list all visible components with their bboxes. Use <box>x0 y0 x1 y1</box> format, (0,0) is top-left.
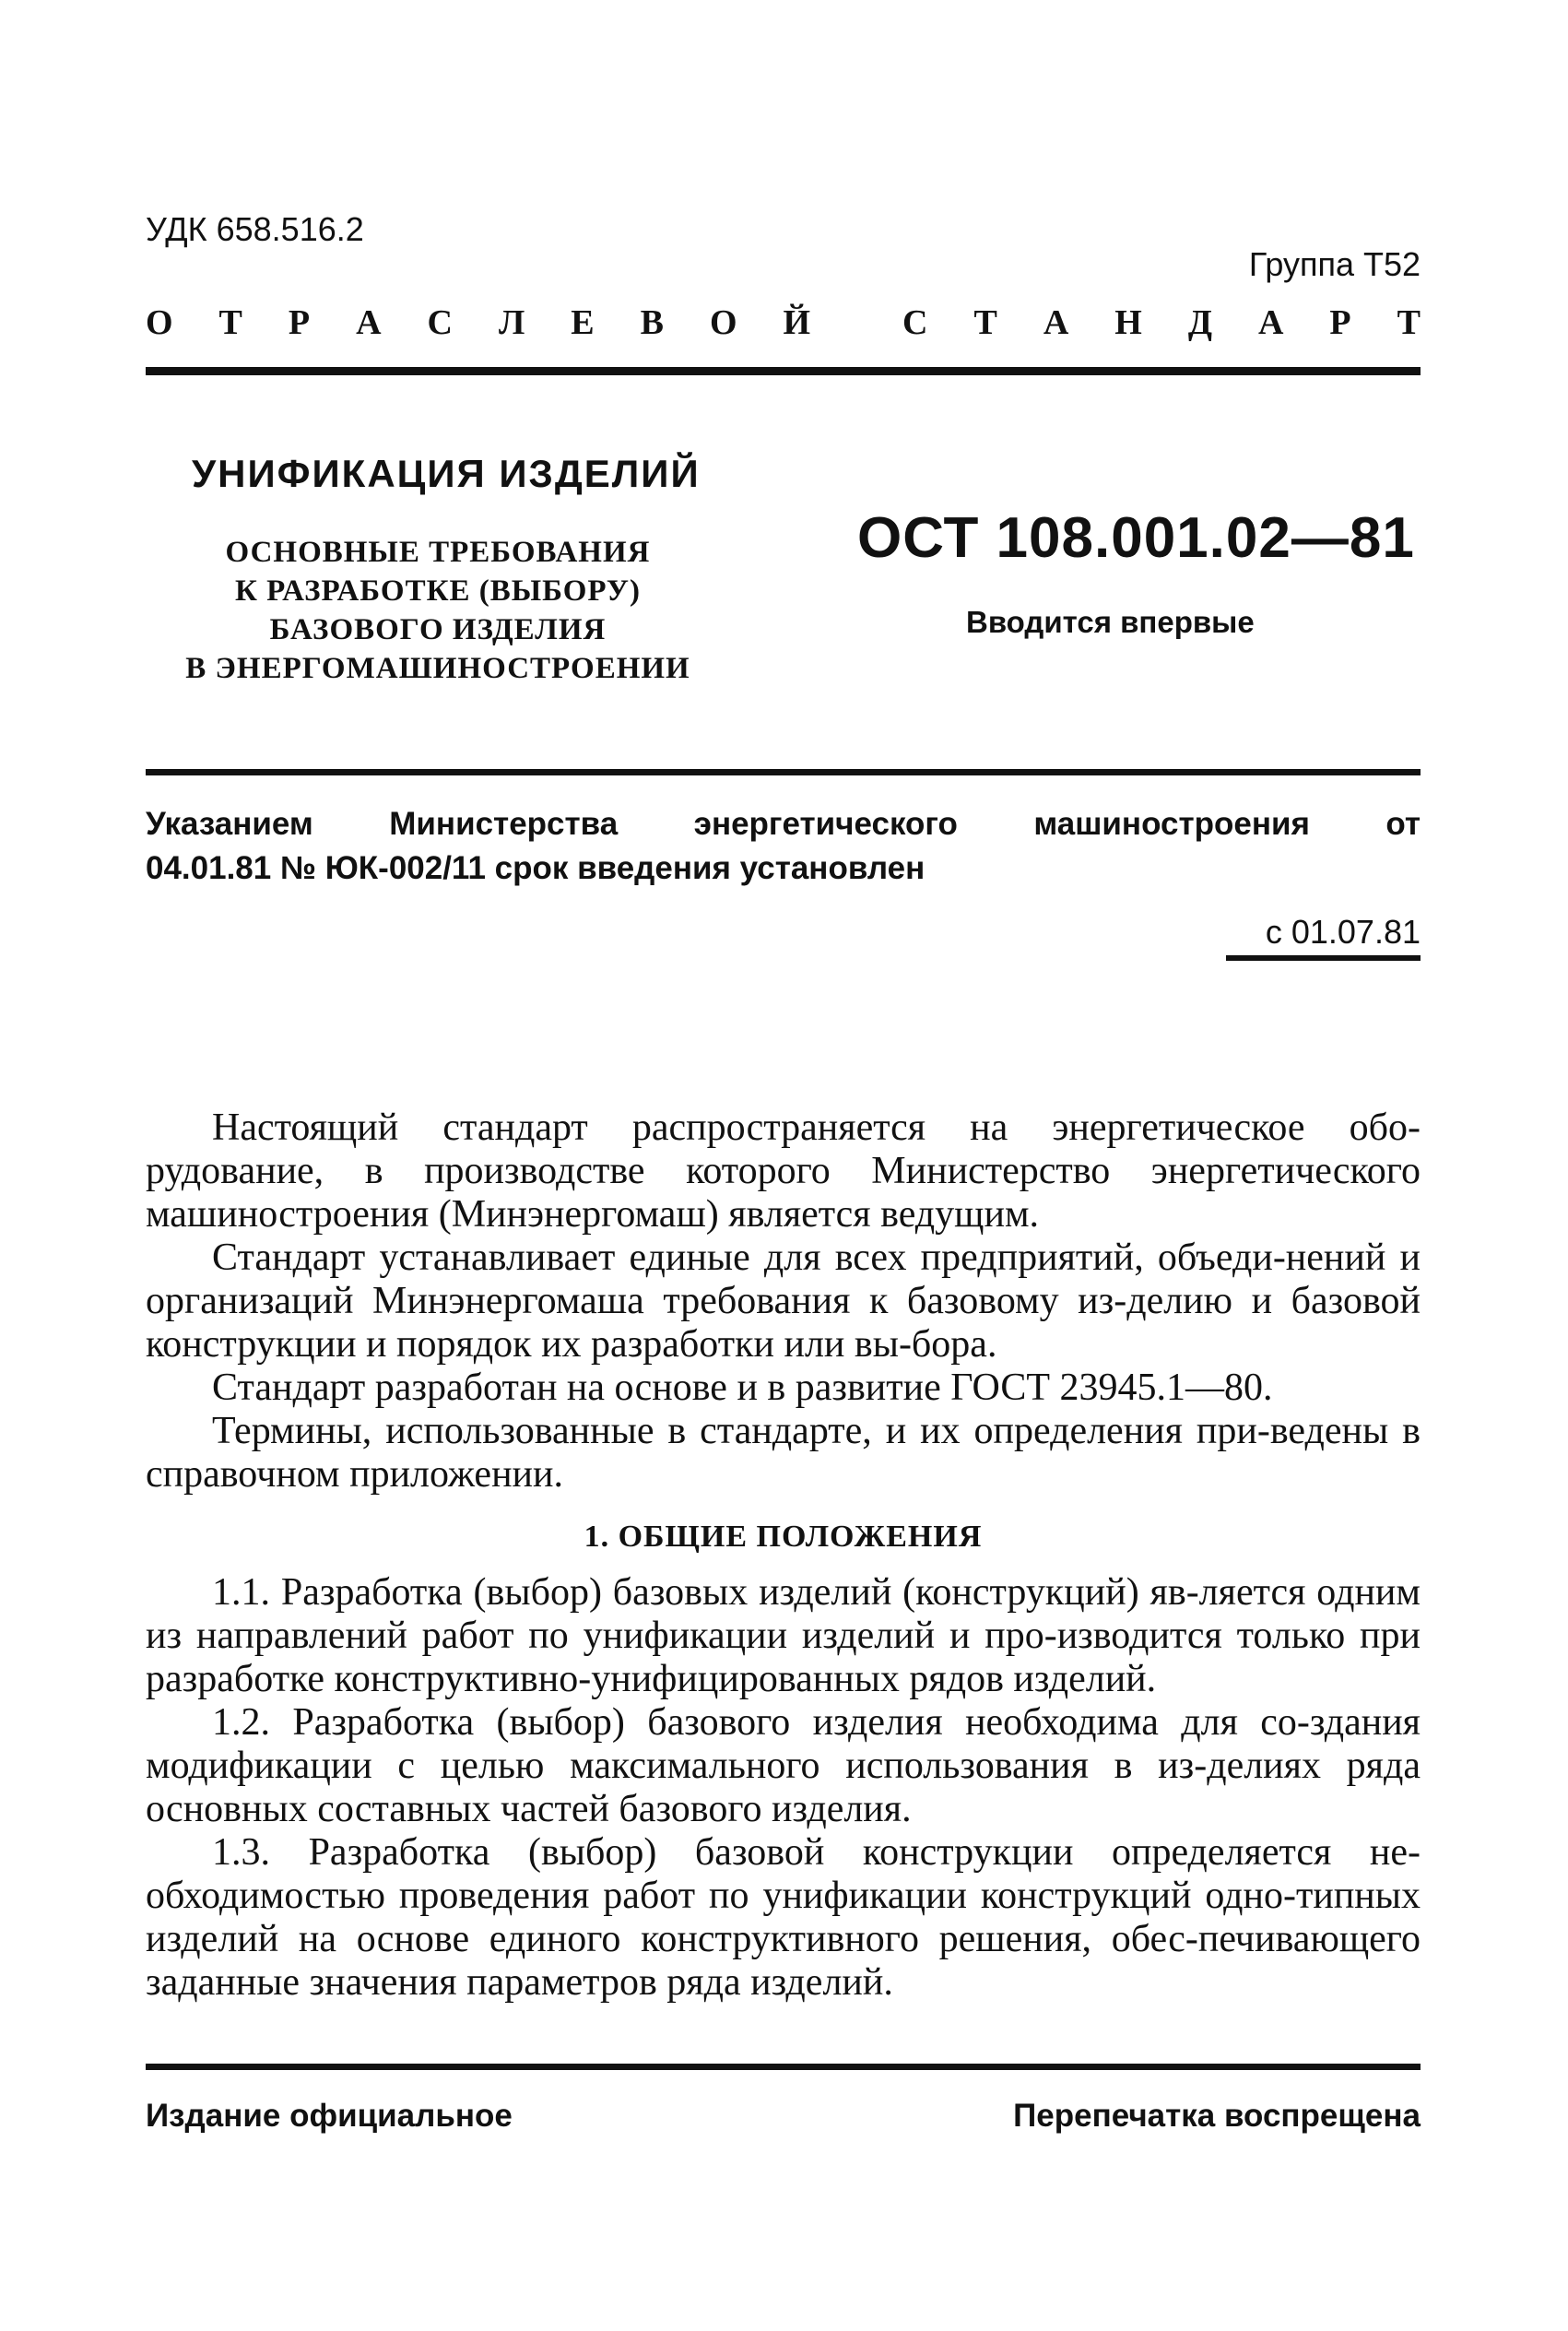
standard-body <box>146 1106 1421 2005</box>
document-subtitle <box>138 533 737 688</box>
clause-paragraph: 1.1. Разработка (выбор) базовых изделий (конструкций) яв-ляется одним из направлений работ по унификации изделий и про-изводится только при разработке конструктивно-унифицированных рядов изделий. <box>146 1571 1421 1700</box>
subtitle-line: К РАЗРАБОТКЕ (ВЫБОРУ) <box>235 574 641 608</box>
directive-text <box>146 802 1421 891</box>
banner-letter: А <box>1043 303 1069 342</box>
introduction-note: Вводится впервые <box>966 605 1255 639</box>
directive-line: Указанием Министерства энергетического машиностроения от <box>146 806 1421 842</box>
banner-letter: А <box>1257 303 1284 342</box>
banner-letter: Р <box>288 303 311 342</box>
group-code: Группа Т52 <box>1248 245 1421 283</box>
body-paragraph: Настоящий стандарт распространяется на энергетическое обо-рудование, в производстве которого Министерство энергетического машиностроения (Минэнергомаш) является ведущим. <box>146 1106 1421 1236</box>
banner-letter: В <box>640 303 664 342</box>
footer-rule <box>146 2064 1421 2070</box>
banner-letter: Т <box>973 303 997 342</box>
clause-paragraph: 1.2. Разработка (выбор) базового изделия необходима для со-здания модификации с целью максимального использования в из-делиях ряда основных составных частей базового изделия. <box>146 1701 1421 1830</box>
industry-standard-banner <box>146 302 1421 343</box>
banner-letter: Е <box>571 303 595 342</box>
subtitle-line: В ЭНЕРГОМАШИНОСТРОЕНИИ <box>185 652 690 685</box>
banner-letter: О <box>146 303 173 342</box>
banner-letter: О <box>709 303 737 342</box>
subtitle-line: БАЗОВОГО ИЗДЕЛИЯ <box>269 613 607 646</box>
banner-letter: А <box>356 303 382 342</box>
banner-letter: Т <box>1397 303 1421 342</box>
standard-number: ОСТ 108.001.02—81 <box>857 506 1415 570</box>
banner-letter: Р <box>1329 303 1351 342</box>
document-title: УНИФИКАЦИЯ ИЗДЕЛИЙ <box>192 452 701 495</box>
directive-line: 04.01.81 № ЮК-002/11 срок введения установлен <box>146 850 925 886</box>
body-paragraph: Стандарт разработан на основе и в развитие ГОСТ 23945.1—80. <box>212 1367 1273 1409</box>
banner-letter: Т <box>218 303 242 342</box>
title-rule <box>146 769 1421 775</box>
header-rule <box>146 367 1421 375</box>
banner-letter: Н <box>1114 303 1142 342</box>
effective-date: с 01.07.81 <box>1265 913 1421 951</box>
banner-letter: Д <box>1187 303 1212 342</box>
body-paragraph: Термины, использованные в стандарте, и их определения при-ведены в справочном приложении. <box>146 1410 1421 1496</box>
udk-code: УДК 658.516.2 <box>146 210 364 248</box>
effective-date-rule <box>1226 955 1421 961</box>
body-paragraph: Стандарт устанавливает единые для всех предприятий, объеди-нений и организаций Минэнергомаша требования к базовому из-делию и базовой конструкции и порядок их разработки или вы-бора. <box>146 1236 1421 1366</box>
edition-note: Издание официальное <box>146 2098 513 2134</box>
section-heading: 1. ОБЩИЕ ПОЛОЖЕНИЯ <box>584 1520 983 1554</box>
banner-letter: Л <box>498 303 525 342</box>
clause-paragraph: 1.3. Разработка (выбор) базовой конструкции определяется не-обходимостью проведения работ по унификации конструкций одно-типных изделий на основе единого конструктивного решения, обес-печивающего заданные значения параметров ряда изделий. <box>146 1831 1421 2004</box>
reprint-notice: Перепечатка воспрещена <box>1013 2098 1421 2134</box>
banner-letter: С <box>902 303 928 342</box>
banner-letter: С <box>427 303 453 342</box>
subtitle-line: ОСНОВНЫЕ ТРЕБОВАНИЯ <box>225 536 651 569</box>
banner-letter: Й <box>783 303 811 342</box>
